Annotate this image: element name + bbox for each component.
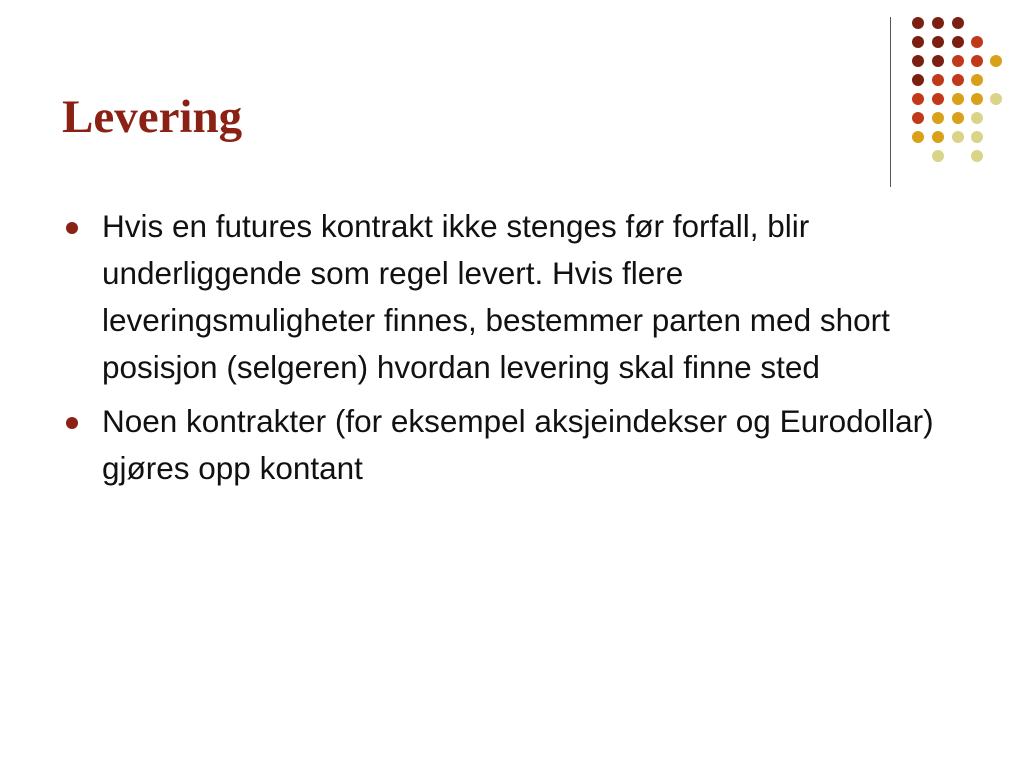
decor-dot [952, 55, 964, 67]
slide-title: Levering [62, 91, 243, 143]
decor-dot [932, 55, 944, 67]
decor-dot [932, 93, 944, 105]
decor-dot [952, 93, 964, 105]
decor-dot [952, 36, 964, 48]
decor-dot [952, 74, 964, 86]
decor-dot [912, 55, 924, 67]
decor-dot [912, 93, 924, 105]
bullet-dot-icon [66, 417, 78, 429]
decor-dot [912, 112, 924, 124]
decor-dot [971, 150, 983, 162]
decor-dot [990, 55, 1002, 67]
bullet-item [64, 203, 964, 391]
bullet-list [64, 203, 964, 499]
decor-dot [971, 112, 983, 124]
bullet-text: Hvis en futures kontrakt ikke stenges før forfall, blir underliggende som regel levert. Hvis flere leveringsmuligheter finnes, bestemmer parten med short posisjon (selgeren) hvordan levering skal finne sted [102, 208, 890, 385]
decor-dot [990, 93, 1002, 105]
decor-dot [952, 112, 964, 124]
decor-dot [952, 131, 964, 143]
decorative-dot-grid [0, 0, 1024, 200]
decor-dot [952, 17, 964, 29]
bullet-item [64, 398, 964, 492]
decor-dot [932, 150, 944, 162]
decor-dot [912, 74, 924, 86]
decor-dot [932, 131, 944, 143]
decor-dot [971, 36, 983, 48]
decor-dot [971, 131, 983, 143]
decor-dot [912, 36, 924, 48]
bullet-text: Noen kontrakter (for eksempel aksjeindekser og Eurodollar) gjøres opp kontant [102, 403, 934, 486]
bullet-dot-icon [66, 222, 78, 234]
decor-dot [912, 17, 924, 29]
decor-dot [932, 112, 944, 124]
decor-dot [932, 17, 944, 29]
decor-dot [912, 131, 924, 143]
decor-dot [932, 36, 944, 48]
decor-dot [971, 55, 983, 67]
decor-dot [971, 93, 983, 105]
decor-dot [971, 74, 983, 86]
decor-dot [932, 74, 944, 86]
